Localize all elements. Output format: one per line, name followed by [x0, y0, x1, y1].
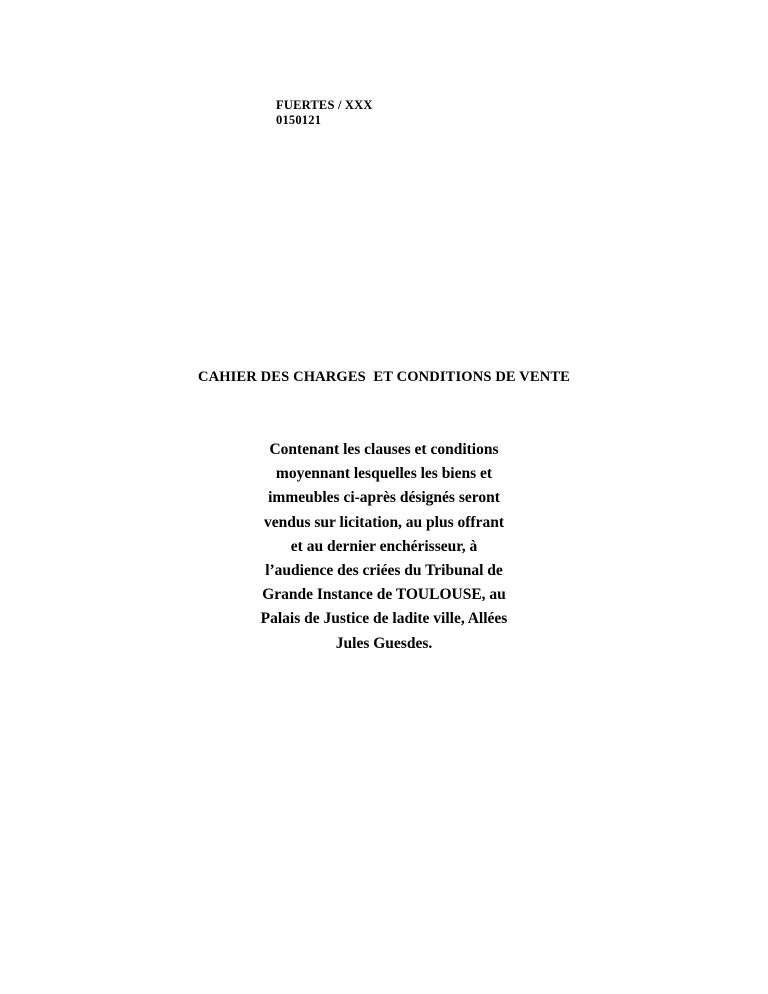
document-title: CAHIER DES CHARGES ET CONDITIONS DE VENTE — [198, 369, 570, 385]
case-name: FUERTES / XXX — [276, 98, 373, 112]
case-reference-block — [276, 98, 373, 128]
document-subtitle: Contenant les clauses et conditions moyennant lesquelles les biens et immeubles ci-après désignés seront vendus sur licitation, au plus offrant et au dernier enchérisseur, à l’audience des criées du Tribunal de Grande Instance de TOULOUSE, au Palais de Justice de ladite ville, Allées Jules Guesdes. — [260, 441, 508, 652]
case-number: 0150121 — [276, 113, 322, 127]
